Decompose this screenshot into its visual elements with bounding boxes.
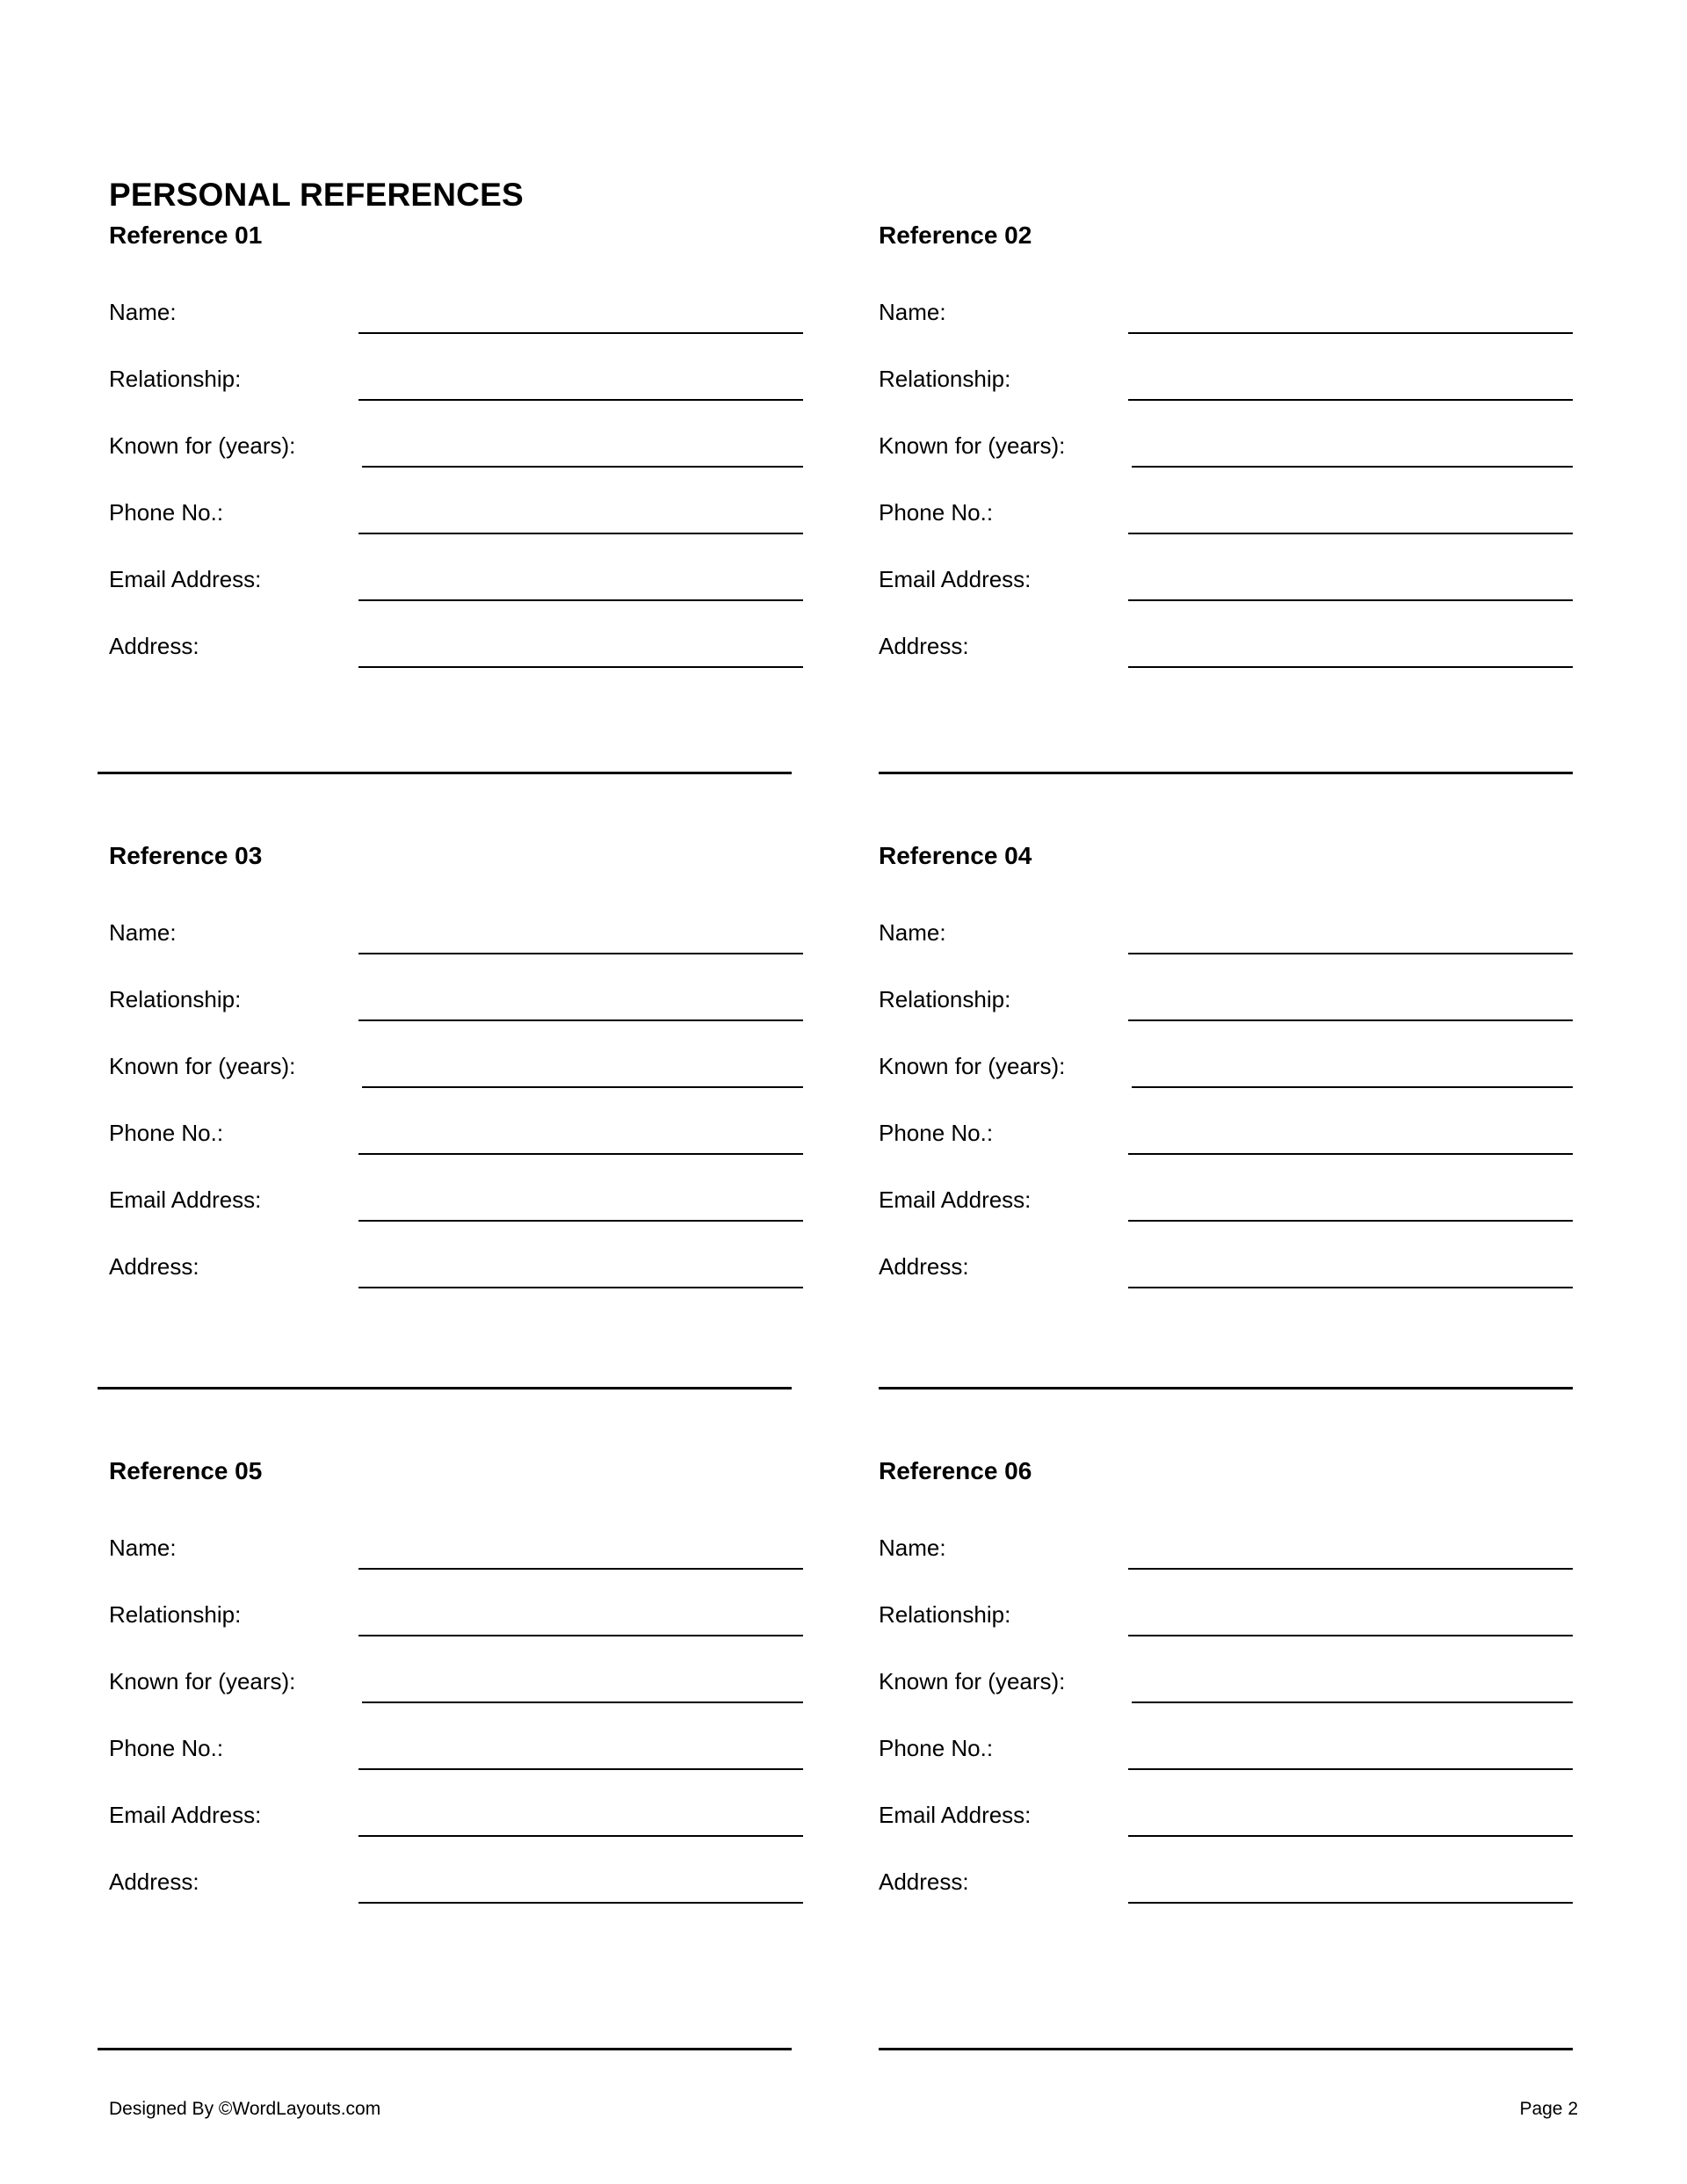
field-row (109, 497, 803, 564)
field-row (879, 564, 1573, 631)
field-row (109, 1867, 803, 1934)
field-write-in-line[interactable] (358, 599, 803, 601)
field-label: Email Address: (109, 1802, 262, 1828)
field-write-in-line[interactable] (362, 1086, 803, 1088)
field-row (879, 631, 1573, 698)
field-row (109, 631, 803, 698)
field-row (879, 1051, 1573, 1118)
field-label: Name: (879, 919, 946, 946)
section-divider (879, 2048, 1573, 2050)
field-label: Known for (years): (109, 1053, 296, 1079)
field-write-in-line[interactable] (358, 1568, 803, 1570)
reference-heading: Reference 03 (109, 842, 263, 869)
reference-heading: Reference 05 (109, 1457, 263, 1484)
field-row (879, 497, 1573, 564)
field-label: Known for (years): (109, 432, 296, 459)
field-write-in-line[interactable] (1128, 1153, 1573, 1155)
field-label: Known for (years): (879, 432, 1066, 459)
field-label: Address: (109, 1253, 199, 1280)
field-label: Name: (879, 1535, 946, 1561)
field-write-in-line[interactable] (1128, 1902, 1573, 1904)
field-label: Address: (879, 1253, 969, 1280)
field-row (879, 1533, 1573, 1600)
field-write-in-line[interactable] (1128, 332, 1573, 334)
field-row (109, 297, 803, 364)
reference-block (879, 223, 1573, 698)
field-row (879, 1800, 1573, 1867)
field-write-in-line[interactable] (1128, 953, 1573, 954)
reference-heading: Reference 02 (879, 221, 1032, 249)
field-label: Phone No.: (109, 1120, 224, 1146)
field-label: Email Address: (109, 566, 262, 592)
field-row (879, 431, 1573, 497)
field-write-in-line[interactable] (358, 1902, 803, 1904)
field-row (109, 1666, 803, 1733)
field-label: Phone No.: (109, 499, 224, 526)
field-label: Address: (109, 633, 199, 659)
field-write-in-line[interactable] (1132, 1086, 1573, 1088)
field-row (109, 984, 803, 1051)
field-write-in-line[interactable] (1128, 399, 1573, 401)
field-write-in-line[interactable] (1128, 1768, 1573, 1770)
field-row (879, 1600, 1573, 1666)
field-row (109, 918, 803, 984)
field-write-in-line[interactable] (358, 1635, 803, 1636)
field-write-in-line[interactable] (1128, 599, 1573, 601)
field-row (109, 431, 803, 497)
field-label: Address: (879, 1868, 969, 1895)
field-write-in-line[interactable] (1128, 1220, 1573, 1222)
reference-heading: Reference 06 (879, 1457, 1032, 1484)
reference-block (109, 1459, 803, 1934)
section-divider (879, 772, 1573, 774)
field-write-in-line[interactable] (358, 1153, 803, 1155)
field-row (109, 564, 803, 631)
field-row (109, 1600, 803, 1666)
field-label: Relationship: (879, 366, 1011, 392)
reference-fields (109, 297, 803, 698)
page-footer (0, 2097, 1687, 2132)
field-write-in-line[interactable] (358, 533, 803, 534)
field-write-in-line[interactable] (358, 1019, 803, 1021)
field-row (879, 1252, 1573, 1318)
field-write-in-line[interactable] (358, 1835, 803, 1837)
reference-heading: Reference 04 (879, 842, 1032, 869)
field-write-in-line[interactable] (358, 1287, 803, 1288)
field-row (879, 1666, 1573, 1733)
field-row (879, 1867, 1573, 1934)
field-label: Name: (109, 1535, 177, 1561)
field-row (879, 364, 1573, 431)
field-row (109, 1533, 803, 1600)
field-write-in-line[interactable] (1128, 1635, 1573, 1636)
reference-fields (879, 918, 1573, 1318)
field-row (879, 1185, 1573, 1252)
footer-credit: Designed By ©WordLayouts.com (109, 2099, 381, 2119)
field-write-in-line[interactable] (358, 666, 803, 668)
field-label: Email Address: (879, 1802, 1032, 1828)
field-label: Address: (879, 633, 969, 659)
field-label: Known for (years): (879, 1668, 1066, 1694)
field-write-in-line[interactable] (1128, 666, 1573, 668)
reference-fields (109, 918, 803, 1318)
field-label: Phone No.: (879, 1120, 994, 1146)
reference-block (109, 223, 803, 698)
field-label: Relationship: (109, 1601, 242, 1628)
field-row (109, 1118, 803, 1185)
reference-heading: Reference 01 (109, 221, 263, 249)
field-label: Phone No.: (109, 1735, 224, 1761)
field-write-in-line[interactable] (362, 1701, 803, 1703)
field-row (879, 1733, 1573, 1800)
reference-block (109, 844, 803, 1318)
field-row (109, 1800, 803, 1867)
field-row (879, 297, 1573, 364)
section-divider (98, 2048, 792, 2050)
field-row (879, 918, 1573, 984)
reference-fields (879, 297, 1573, 698)
field-label: Phone No.: (879, 499, 994, 526)
field-write-in-line[interactable] (362, 466, 803, 468)
field-row (109, 1185, 803, 1252)
field-write-in-line[interactable] (1128, 1835, 1573, 1837)
field-label: Name: (879, 299, 946, 325)
field-write-in-line[interactable] (1128, 533, 1573, 534)
field-label: Known for (years): (879, 1053, 1066, 1079)
field-write-in-line[interactable] (358, 1220, 803, 1222)
field-write-in-line[interactable] (358, 332, 803, 334)
field-label: Relationship: (879, 986, 1011, 1012)
field-write-in-line[interactable] (358, 1768, 803, 1770)
field-write-in-line[interactable] (1132, 466, 1573, 468)
reference-fields (879, 1533, 1573, 1934)
reference-block (879, 1459, 1573, 1934)
field-write-in-line[interactable] (1132, 1701, 1573, 1703)
field-label: Phone No.: (879, 1735, 994, 1761)
field-label: Email Address: (109, 1186, 262, 1213)
field-row (879, 1118, 1573, 1185)
field-write-in-line[interactable] (1128, 1019, 1573, 1021)
field-row (109, 1252, 803, 1318)
footer-page-number: Page 2 (1519, 2099, 1578, 2119)
field-write-in-line[interactable] (1128, 1568, 1573, 1570)
page-title: PERSONAL REFERENCES (109, 176, 524, 213)
field-label: Email Address: (879, 1186, 1032, 1213)
field-label: Relationship: (109, 986, 242, 1012)
field-write-in-line[interactable] (358, 399, 803, 401)
field-row (109, 1733, 803, 1800)
section-divider (98, 1387, 792, 1389)
field-label: Email Address: (879, 566, 1032, 592)
field-label: Name: (109, 919, 177, 946)
field-label: Relationship: (879, 1601, 1011, 1628)
field-label: Known for (years): (109, 1668, 296, 1694)
field-write-in-line[interactable] (358, 953, 803, 954)
section-divider (98, 772, 792, 774)
section-divider (879, 1387, 1573, 1389)
reference-fields (109, 1533, 803, 1934)
field-write-in-line[interactable] (1128, 1287, 1573, 1288)
field-label: Relationship: (109, 366, 242, 392)
field-label: Address: (109, 1868, 199, 1895)
field-label: Name: (109, 299, 177, 325)
field-row (109, 364, 803, 431)
field-row (109, 1051, 803, 1118)
reference-block (879, 844, 1573, 1318)
field-row (879, 984, 1573, 1051)
